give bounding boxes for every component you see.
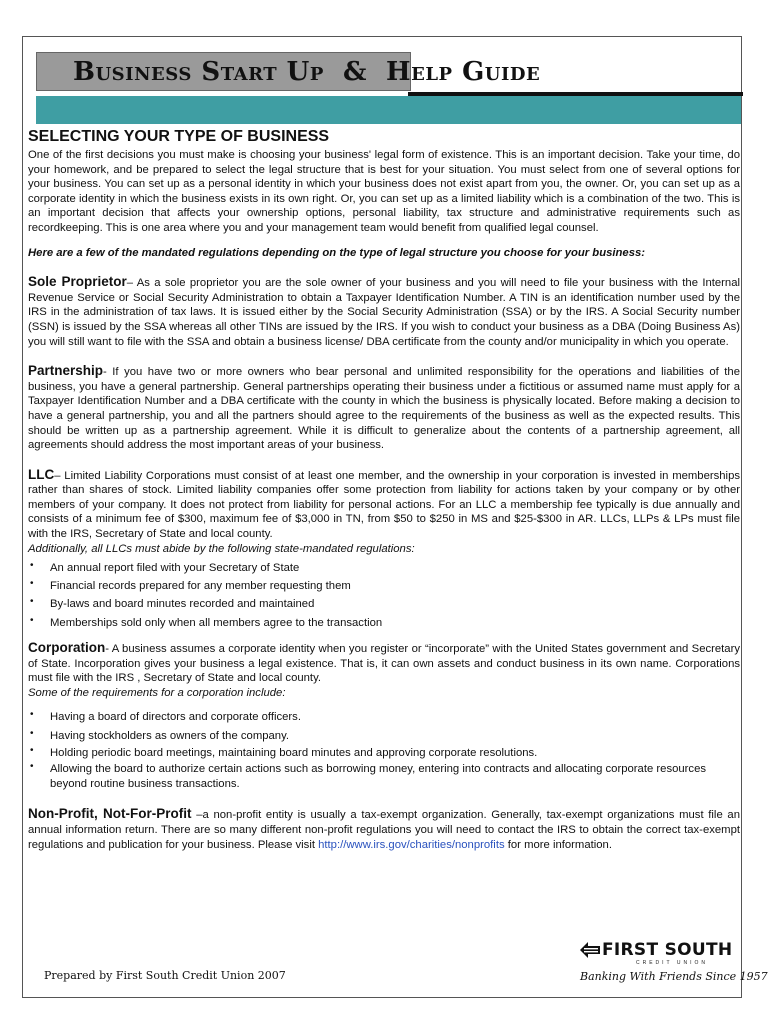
- sole-proprietor-title: Sole Proprietor: [28, 274, 127, 290]
- list-item: • Having a board of directors and corporate officers.: [28, 710, 740, 725]
- logo-name: FIRST SOUTH: [602, 940, 733, 960]
- first-south-logo: [578, 938, 768, 990]
- list-item: • An annual report filed with your Secretary of State: [28, 561, 740, 576]
- list-item: • Financial records prepared for any member requesting them: [28, 579, 740, 594]
- partnership-title: Partnership: [28, 363, 104, 379]
- nonprofit-title: Non-Profit, Not-For-Profit: [28, 806, 192, 822]
- partnership-body: - If you have two or more owners who bear personal and unlimited responsibility for the operations and liabilities of the business, you have a general partnership. General partnerships operating their business under a fictitious or assumed name must apply for a Taxpayer Identification Number and a DBA certificate with the county in which the business is physically located. Before making a decision to have a general partnership, you and all the partners should agree to the requirements of the business as well as the expected results. This should be written up as a partnership agreement. While it is difficult to generalize about the contents of a partnership agreement, all agreements should address the most important areas of your business.: [28, 366, 740, 452]
- llc-title: LLC: [28, 466, 55, 482]
- intro-lead: Here are a few of the mandated regulations depending on the type of legal structure you choose for your business:: [28, 246, 646, 259]
- list-item: • Holding periodic board meetings, maintaining board minutes and approving corporate resolutions.: [28, 746, 740, 761]
- logo-subtitle: CREDIT UNION: [636, 960, 709, 966]
- list-item: • Memberships sold only when all members agree to the transaction: [28, 616, 740, 631]
- corporation-note: Some of the requirements for a corporation include:: [28, 686, 286, 699]
- arrow-logo-icon: [580, 940, 602, 960]
- corporation-section: [28, 641, 740, 686]
- irs-nonprofit-link[interactable]: http://www.irs.gov/charities/nonprofits: [318, 838, 505, 851]
- llc-note: Additionally, all LLCs must abide by the following state-mandated regulations:: [28, 542, 415, 555]
- section-heading: SELECTING YOUR TYPE OF BUSINESS: [28, 128, 330, 145]
- header-rule: [408, 92, 743, 96]
- sole-proprietor-section: [28, 275, 740, 349]
- list-item: • Having stockholders as owners of the company.: [28, 729, 740, 744]
- corporation-title: Corporation: [28, 640, 106, 656]
- logo-tagline: Banking With Friends Since 1957: [580, 970, 768, 983]
- corporation-body: - A business assumes a corporate identity when you register or “incorporate” with the United States government and Secretary of State. Incorporation gives your business a legal existence. That is, it can own assets and conduct business in its own name. Corporations must file with the IRS , Secretary of State and local county.: [28, 643, 740, 685]
- main-content: [28, 128, 740, 852]
- nonprofit-tail: for more information.: [504, 838, 612, 851]
- page-title: Business Start Up & Help Guide: [73, 57, 541, 87]
- sole-proprietor-body: – As a sole proprietor you are the sole owner of your business and you will need to file your business with the Internal Revenue Service or Social Security Administration to obtain a Taxpayer Identification Number. A TIN is an identification number used by the IRS in the administration of tax laws. It is issued either by the Social Security Administration (SSA) or by the IRS. A Social Security number (SSN) is issued by the SSA whereas all other TINs are issued by the IRS. If you wish to conduct your business as a DBA (Doing Business As) you will still want to file with the SSA and obtain a business license/ DBA certificate from the county and/or municipality in which you operate.: [28, 277, 740, 348]
- list-item: • By-laws and board minutes recorded and maintained: [28, 597, 740, 612]
- list-item: • Allowing the board to authorize certain actions such as borrowing money, entering into contracts and allocating corporate resources beyond routine business transactions.: [28, 762, 740, 791]
- corporation-requirements-list: [28, 710, 740, 792]
- prepared-by: Prepared by First South Credit Union 2007: [44, 969, 286, 982]
- partnership-section: [28, 364, 740, 453]
- llc-requirements-list: [28, 561, 740, 630]
- intro-paragraph: One of the first decisions you must make is choosing your business' legal form of existence. This is an important decision. Take your time, do your homework, and be prepared to select the legal structure that is best for your situation. You must select from one of several options for your business. You can set up as a personal identity in which your business does not exist apart from you, the owner. Or, you can set up as a corporate identity in which the business exists in its own right. Or, you can set up as a limited liability which is a combination of the two. This is an important decision that affects your ownership options, personal liability, tax structure and administrative requirements such as recordkeeping. This is one area where you and your management team would benefit from qualified legal counsel.: [28, 149, 740, 234]
- llc-body: – Limited Liability Corporations must consist of at least one member, and the ownership in your corporation is invested in memberships rather than shares of stock. Limited liability companies offer some protection from liability for actions taken by your company or by other members of your company. It does not protect from liability for personal actions. For an LLC a membership fee typically is due annually and consists of a minimum fee of $300, maximum fee of $3,000 in TN, from $50 to $250 in MS and $25-$300 in AR. LLCs, LLPs & LPs must file with the IRS, Secretary of State and local county.: [28, 469, 740, 541]
- nonprofit-section: [28, 807, 740, 852]
- llc-section: [28, 468, 740, 542]
- header-teal-bar: [36, 96, 741, 124]
- nonprofit-body: –a non-profit entity is usually a tax-exempt organization. Generally, tax-exempt organizations must file an annual information return. There are so many different non-profit regulations you will need to contact the IRS to obtain the correct tax-exempt regulations and publication for your business. Please visit: [28, 809, 740, 851]
